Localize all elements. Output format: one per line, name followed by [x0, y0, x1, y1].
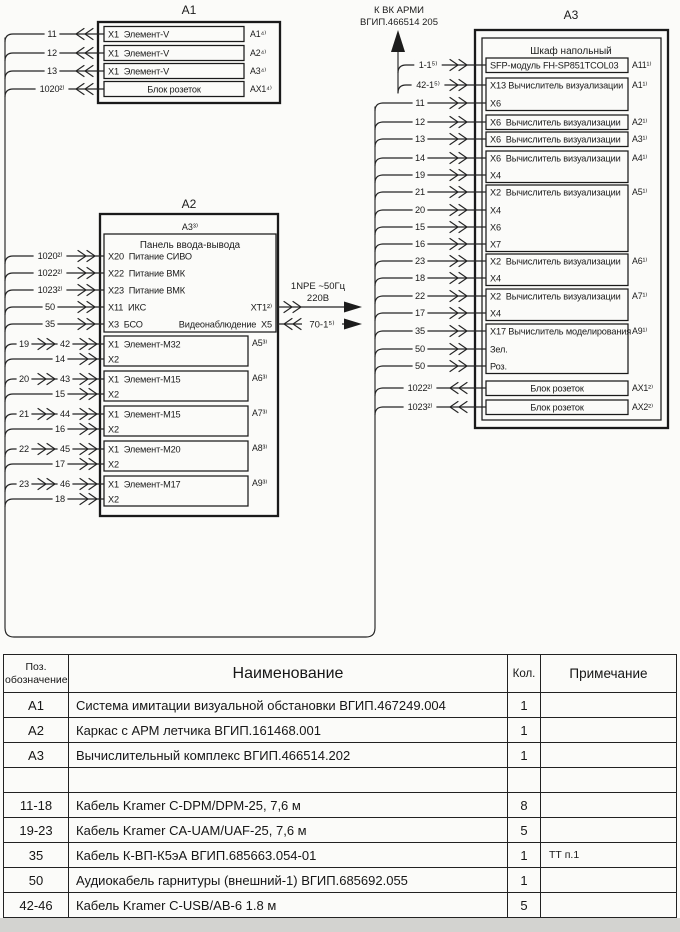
connector-label: X6 Вычислитель визуализации [490, 117, 621, 128]
table-row [4, 793, 677, 818]
ref-label: A9¹⁾ [632, 325, 648, 336]
connector-label: Видеонаблюдение X5 [178, 319, 272, 330]
wire-label: 20 [19, 374, 29, 385]
wire-line [398, 65, 486, 73]
cell-note [541, 743, 677, 768]
cell-qty: 1 [508, 693, 541, 718]
wire-label: 43 [60, 374, 70, 385]
cell-qty: 5 [508, 893, 541, 918]
power-arrow-icon [344, 302, 362, 313]
connector-label: X2 Вычислитель визуализации [490, 187, 621, 198]
cell-note [541, 793, 677, 818]
ref-label: A3¹⁾ [632, 133, 648, 144]
header-qty: Кол. [508, 655, 541, 693]
wire-label: 35 [415, 326, 425, 337]
cell-name: Кабель Kramer C-USB/AB-6 1.8 м [69, 893, 508, 918]
cell-name: Кабель Kramer C-DPM/DPM-25, 7,6 м [69, 793, 508, 818]
wire-label: 22 [415, 291, 425, 302]
cell-pos [4, 768, 69, 793]
block-a2 [5, 197, 278, 516]
wire-line [375, 278, 486, 286]
connector-label: X2 [108, 354, 119, 365]
ref-label: AX2²⁾ [632, 401, 653, 412]
connector-label: X3 БСО [108, 319, 143, 330]
block-a3 [375, 8, 668, 428]
block-a1-rows [5, 27, 272, 98]
ref-label: A11¹⁾ [632, 59, 652, 70]
cabinet-title: Шкаф напольный [530, 46, 612, 57]
connector-label: X6 Вычислитель визуализации [490, 134, 621, 145]
table-row [4, 768, 677, 793]
wire-line [375, 296, 486, 304]
header-note: Примечание [541, 655, 677, 693]
cell-qty [508, 768, 541, 793]
io-panel-title: Панель ввода-вывода [139, 240, 241, 251]
connector-label: Блок розеток [530, 402, 584, 413]
wire-label: 12 [415, 117, 425, 128]
wire-label: 1-1⁵⁾ [418, 60, 438, 71]
cell-pos: 19-23 [4, 818, 69, 843]
wire-label: 50 [45, 302, 55, 313]
connector-label: X2 Вычислитель визуализации [490, 256, 621, 267]
wire-label: 14 [415, 153, 425, 164]
connector-label: X4 [490, 205, 501, 216]
table-row [4, 818, 677, 843]
connector-label: X17 Вычислитель моделирования [490, 326, 632, 337]
cell-note: ТТ п.1 [541, 843, 677, 868]
wire-label: 16 [415, 239, 425, 250]
connector-label: X4 [490, 273, 501, 284]
connector-label: X4 [490, 170, 501, 181]
table-header-row [4, 655, 677, 693]
wire-label: 13 [415, 134, 425, 145]
cell-qty: 1 [508, 743, 541, 768]
connector-label: Блок розеток [147, 84, 201, 95]
connector-label: X7 [490, 239, 501, 250]
connector-label: X1 Элемент-М15 [108, 409, 181, 420]
wire-label: 13 [47, 66, 57, 77]
connector-label: X4 [490, 308, 501, 319]
connector-label: X2 [108, 459, 119, 470]
wire-label: 46 [60, 479, 70, 490]
cell-note [541, 868, 677, 893]
wire-line [375, 313, 486, 321]
wire-line [375, 175, 486, 183]
scan-edge [0, 918, 680, 932]
wire-label: 15 [55, 389, 65, 400]
wire-label: 1020²⁾ [37, 251, 63, 262]
connector-label: Зел. [490, 344, 508, 355]
wire-label: 16 [55, 424, 65, 435]
wire-label: 22 [19, 444, 29, 455]
table-row [4, 893, 677, 918]
connector-label: X6 Вычислитель визуализации [490, 153, 621, 164]
wire-label: 45 [60, 444, 70, 455]
connector-label: Блок розеток [530, 383, 584, 394]
io-panel-rows [5, 250, 272, 332]
connector-label: X2 [108, 424, 119, 435]
block-a3-rows [375, 58, 653, 415]
wire-label: 14 [55, 354, 65, 365]
cell-qty: 5 [508, 818, 541, 843]
block-a1 [5, 3, 280, 103]
wire-line [375, 210, 486, 218]
cell-note [541, 718, 677, 743]
wire-label: 1020²⁾ [39, 84, 65, 95]
wire-line [375, 103, 486, 111]
external-ref-line2: ВГИП.466514 205 [360, 17, 438, 28]
wire-label: 21 [415, 187, 425, 198]
wire-line [375, 122, 486, 130]
connector-label: X2 [108, 389, 119, 400]
connector-label: X1 Элемент-М17 [108, 479, 181, 490]
wire-label: 23 [415, 256, 425, 267]
wire-label: 17 [55, 459, 65, 470]
ref-label: A6¹⁾ [632, 255, 648, 266]
cell-qty: 1 [508, 868, 541, 893]
table-row [4, 868, 677, 893]
cell-name: Кабель К-ВП-К5эА ВГИП.685663.054-01 [69, 843, 508, 868]
cell-note [541, 768, 677, 793]
arrow-up-icon [391, 30, 405, 52]
wire-line [375, 366, 486, 374]
ref-label: A2¹⁾ [632, 116, 648, 127]
external-ref-line1: К ВК АРМИ [374, 5, 424, 16]
wire-label: 18 [55, 494, 65, 505]
wire-line [375, 261, 486, 269]
connector-label: X1 Элемент-V [108, 66, 170, 77]
cell-qty: 1 [508, 843, 541, 868]
cell-qty: 8 [508, 793, 541, 818]
table-row [4, 718, 677, 743]
wire-line [375, 192, 486, 200]
ref-label: A1⁴⁾ [250, 28, 267, 39]
power-label-line2: 220В [306, 293, 330, 304]
cell-pos: А2 [4, 718, 69, 743]
wire-label: 19 [19, 339, 29, 350]
cell-name: Система имитации визуальной обстановки ВГИП.467249.004 [69, 693, 508, 718]
wire-label: 50 [415, 344, 425, 355]
connector-label: X11 ИКС [108, 302, 147, 313]
power-label-line1: 1NPE ~50Гц [290, 281, 346, 292]
cell-name: Аудиокабель гарнитуры (внешний-1) ВГИП.685692.055 [69, 868, 508, 893]
parts-table [3, 654, 676, 918]
connector-label: X1 Элемент-V [108, 48, 170, 59]
ref-label: AX1²⁾ [632, 382, 653, 393]
wire-label: 19 [415, 170, 425, 181]
cell-pos: 35 [4, 843, 69, 868]
cell-name: Вычислительный комплекс ВГИП.466514.202 [69, 743, 508, 768]
ref-label: A9³⁾ [252, 478, 268, 488]
cell-pos: 11-18 [4, 793, 69, 818]
connector-label: X22 Питание ВМК [108, 268, 186, 279]
cell-pos: А3 [4, 743, 69, 768]
connector-label: X1 Элемент-V [108, 29, 170, 40]
wire-label: 44 [60, 409, 70, 420]
connector-label: X20 Питание СИВО [108, 251, 192, 262]
wire-label: 17 [415, 308, 425, 319]
ref-label: A7¹⁾ [632, 290, 648, 301]
header-name: Наименование [69, 655, 508, 693]
ref-label: AX1⁴⁾ [250, 83, 272, 94]
connector-label: X13 Вычислитель визуализации [490, 80, 624, 91]
header-pos: Поз. обозначение [4, 655, 69, 693]
cell-note [541, 893, 677, 918]
cell-note [541, 818, 677, 843]
connector-label: Роз. [490, 361, 507, 372]
ref-label: A1¹⁾ [632, 79, 648, 90]
connector-label: XT1²⁾ [250, 302, 272, 313]
connector-label: X6 [490, 98, 501, 109]
cell-name [69, 768, 508, 793]
cell-name: Кабель Kramer CA-UAM/UAF-25, 7,6 м [69, 818, 508, 843]
wire-label: 1023²⁾ [37, 285, 63, 296]
block-a3-title: A3 [563, 8, 579, 22]
cell-name: Каркас с АРМ летчика ВГИП.161468.001 [69, 718, 508, 743]
ref-label: A7³⁾ [252, 408, 268, 418]
ref-label: A5¹⁾ [632, 186, 648, 197]
ref-label: A3⁴⁾ [250, 65, 267, 76]
table-row [4, 743, 677, 768]
video-arrow-icon [344, 319, 362, 330]
wire-label: 12 [47, 48, 57, 59]
wire-label: 50 [415, 361, 425, 372]
cell-pos: 42-46 [4, 893, 69, 918]
wire-line [375, 244, 486, 252]
table-row [4, 843, 677, 868]
wire-label: 20 [415, 205, 425, 216]
connector-label: X1 Элемент-М15 [108, 374, 181, 385]
wire-label: 23 [19, 479, 29, 490]
wire-label: 11 [415, 98, 425, 109]
block-a2-element-rows [5, 336, 267, 507]
wire-label: 1022²⁾ [407, 383, 433, 394]
connector-label: X1 Элемент-М32 [108, 339, 181, 350]
table-row [4, 693, 677, 718]
wire-label: 1022²⁾ [37, 268, 63, 279]
wire-line [375, 349, 486, 357]
io-panel-ref: A3³⁾ [181, 222, 199, 232]
wire-line [375, 158, 486, 166]
connector-label: X6 [490, 222, 501, 233]
ref-label: A5³⁾ [252, 338, 268, 348]
wire-label: 18 [415, 273, 425, 284]
wire-label: 42 [60, 339, 70, 350]
wire-line [375, 227, 486, 235]
connector-label: X2 [108, 494, 119, 505]
ref-label: A8³⁾ [252, 443, 268, 453]
power-video-links [278, 281, 362, 331]
ref-label: A2⁴⁾ [250, 47, 267, 58]
wire-line [375, 139, 486, 147]
connector-label: X2 Вычислитель визуализации [490, 291, 621, 302]
cell-note [541, 693, 677, 718]
connector-label: X1 Элемент-М20 [108, 444, 181, 455]
cell-qty: 1 [508, 718, 541, 743]
block-a2-title: A2 [181, 197, 197, 211]
wire-label: 35 [45, 319, 55, 330]
wire-label: 15 [415, 222, 425, 233]
wire-label: 11 [47, 29, 57, 40]
ref-label: A4¹⁾ [632, 152, 648, 163]
connector-label: X23 Питание ВМК [108, 285, 186, 296]
block-a1-title: A1 [181, 3, 197, 17]
wire-label: 42-1⁵⁾ [416, 80, 440, 91]
cabinet-frame [482, 38, 661, 420]
cable-bus [5, 38, 375, 637]
cell-pos: 50 [4, 868, 69, 893]
connector-label: SFP-модуль FH-SP851TCOL03 [490, 60, 619, 71]
wire-label: 1023²⁾ [407, 402, 433, 413]
wire-line [375, 331, 486, 339]
wire-label: 21 [19, 409, 29, 420]
cell-pos: А1 [4, 693, 69, 718]
video-wire-label: 70-1⁵⁾ [309, 319, 335, 331]
ref-label: A6³⁾ [252, 373, 268, 383]
